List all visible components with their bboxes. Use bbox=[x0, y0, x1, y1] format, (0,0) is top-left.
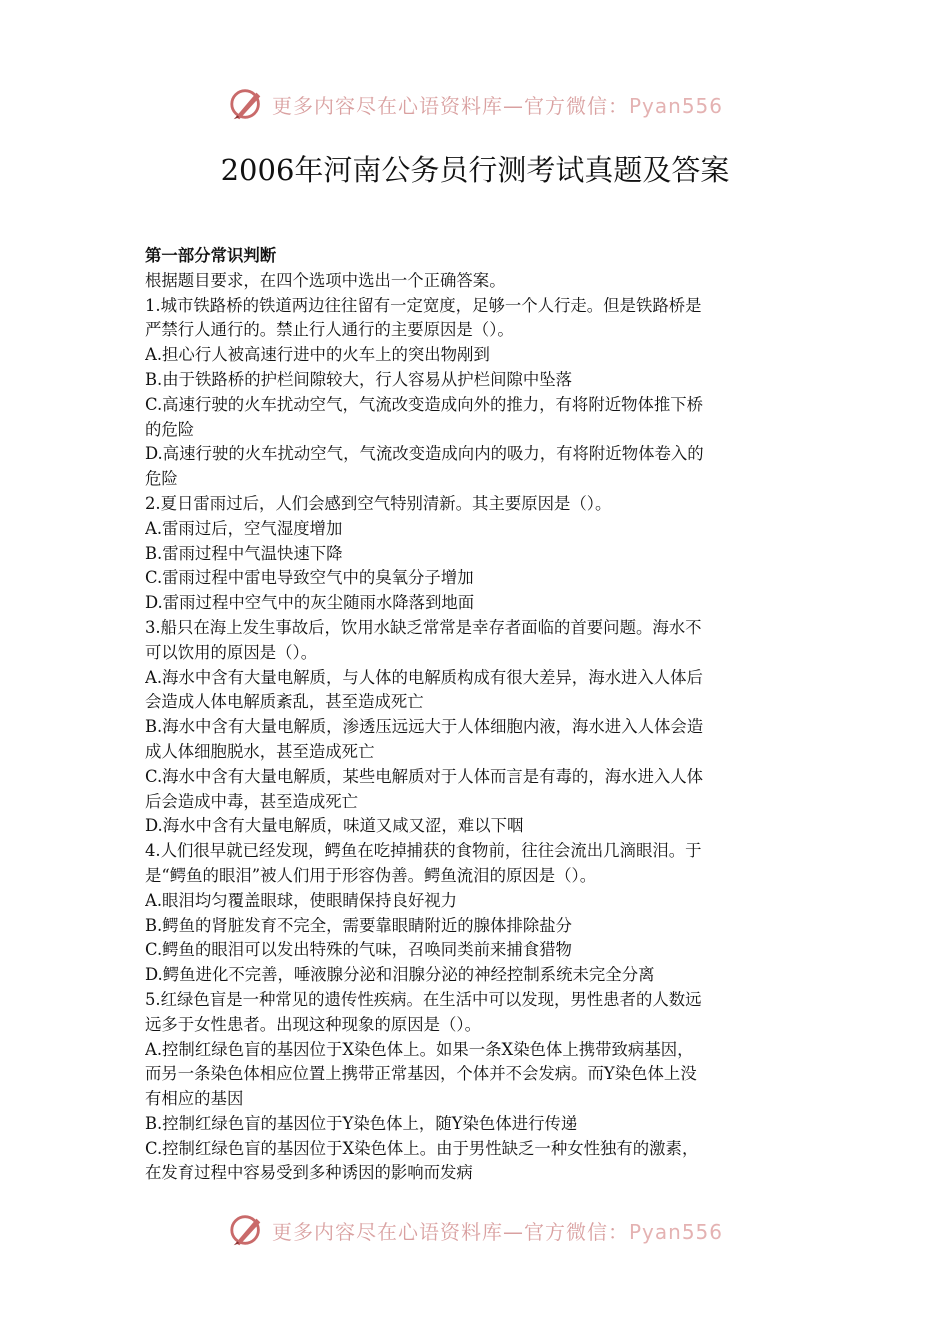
text-line: 有相应的基因 bbox=[145, 1089, 244, 1109]
text-line: B.控制红绿色盲的基因位于Y染色体上，随Y染色体进行传递 bbox=[145, 1113, 578, 1133]
text-line: D.鳄鱼进化不完善，唾液腺分泌和泪腺分泌的神经控制系统未完全分离 bbox=[145, 965, 655, 985]
text-line: D.雷雨过程中空气中的灰尘随雨水降落到地面 bbox=[145, 593, 475, 613]
text-line: 远多于女性患者。出现这种现象的原因是（）。 bbox=[145, 1014, 482, 1034]
banner-wechat-id: Pyan556 bbox=[629, 93, 724, 118]
text-line: 根据题目要求，在四个选项中选出一个正确答案。 bbox=[145, 270, 506, 290]
pen-logo-icon bbox=[228, 85, 266, 123]
text-line: 后会造成中毒，甚至造成死亡 bbox=[145, 791, 359, 811]
text-line: B.海水中含有大量电解质，渗透压远远大于人体细胞内液，海水进入人体会造 bbox=[145, 717, 704, 737]
text-line: A.眼泪均匀覆盖眼球，使眼睛保持良好视力 bbox=[145, 890, 458, 910]
text-line: 在发育过程中容易受到多种诱因的影响而发病 bbox=[145, 1163, 473, 1183]
text-line: 3.船只在海上发生事故后，饮用水缺乏常常是幸存者面临的首要问题。海水不 bbox=[145, 617, 702, 637]
text-line: C.海水中含有大量电解质，某些电解质对于人体而言是有毒的，海水进入人体 bbox=[145, 766, 704, 786]
text-line: 4.人们很早就已经发现，鳄鱼在吃掉捕获的食物前，往往会流出几滴眼泪。于 bbox=[145, 841, 702, 861]
text-line: 是“鳄鱼的眼泪”被人们用于形容伪善。鳄鱼流泪的原因是（）。 bbox=[145, 865, 597, 885]
text-line: B.鳄鱼的肾脏发育不完全，需要靠眼睛附近的腺体排除盐分 bbox=[145, 915, 573, 935]
text-line: C.雷雨过程中雷电导致空气中的臭氧分子增加 bbox=[145, 568, 474, 588]
text-line: B.雷雨过程中气温快速下降 bbox=[145, 543, 343, 563]
text-line: 会造成人体电解质紊乱，甚至造成死亡 bbox=[145, 692, 424, 712]
text-line: A.控制红绿色盲的基因位于X染色体上。如果一条X染色体上携带致病基因， bbox=[145, 1039, 694, 1059]
text-line: D.高速行驶的火车扰动空气，气流改变造成向内的吸力，有将附近物体卷入的 bbox=[145, 444, 704, 464]
banner-text: 更多内容尽在心语资料库—官方微信：Pyan556 bbox=[272, 1219, 724, 1244]
text-line: 而另一条染色体相应位置上携带正常基因，个体并不会发病。而Y染色体上没 bbox=[145, 1064, 697, 1084]
banner-wechat-id: Pyan556 bbox=[629, 1219, 724, 1244]
text-line: 5.红绿色盲是一种常见的遗传性疾病。在生活中可以发现，男性患者的人数远 bbox=[145, 989, 702, 1009]
text-line: 危险 bbox=[145, 469, 178, 489]
section-heading: 第一部分常识判断 bbox=[145, 246, 277, 265]
footer-banner bbox=[228, 1208, 723, 1252]
text-line: D.海水中含有大量电解质，味道又咸又涩，难以下咽 bbox=[145, 816, 524, 836]
text-line: C.鳄鱼的眼泪可以发出特殊的气味，召唤同类前来捕食猎物 bbox=[145, 940, 572, 960]
text-line: C.高速行驶的火车扰动空气，气流改变造成向外的推力，有将附近物体推下桥 bbox=[145, 394, 704, 414]
text-line: B.由于铁路桥的护栏间隙较大，行人容易从护栏间隙中坠落 bbox=[145, 369, 573, 389]
text-line: A.担心行人被高速行进中的火车上的突出物剐到 bbox=[145, 345, 490, 365]
pen-logo-icon bbox=[228, 1211, 266, 1249]
text-line: C.控制红绿色盲的基因位于X染色体上。由于男性缺乏一种女性独有的激素， bbox=[145, 1138, 699, 1158]
banner-text: 更多内容尽在心语资料库—官方微信：Pyan556 bbox=[272, 93, 724, 118]
text-line: A.雷雨过后，空气湿度增加 bbox=[145, 518, 343, 538]
text-line: A.海水中含有大量电解质，与人体的电解质构成有很大差异，海水进入人体后 bbox=[145, 667, 703, 687]
document-body bbox=[145, 244, 809, 1186]
header-banner bbox=[228, 82, 723, 126]
text-line: 可以饮用的原因是（）。 bbox=[145, 642, 318, 662]
text-line: 严禁行人通行的。禁止行人通行的主要原因是（）。 bbox=[145, 320, 514, 340]
text-line: 的危险 bbox=[145, 419, 195, 439]
body-lines bbox=[145, 269, 809, 1186]
text-line: 2.夏日雷雨过后，人们会感到空气特别清新。其主要原因是（）。 bbox=[145, 493, 612, 513]
text-line: 1.城市铁路桥的铁道两边往往留有一定宽度，足够一个人行走。但是铁路桥是 bbox=[145, 295, 702, 315]
document-title: 2006年河南公务员行测考试真题及答案 bbox=[220, 153, 730, 187]
text-line: 成人体细胞脱水，甚至造成死亡 bbox=[145, 741, 375, 761]
